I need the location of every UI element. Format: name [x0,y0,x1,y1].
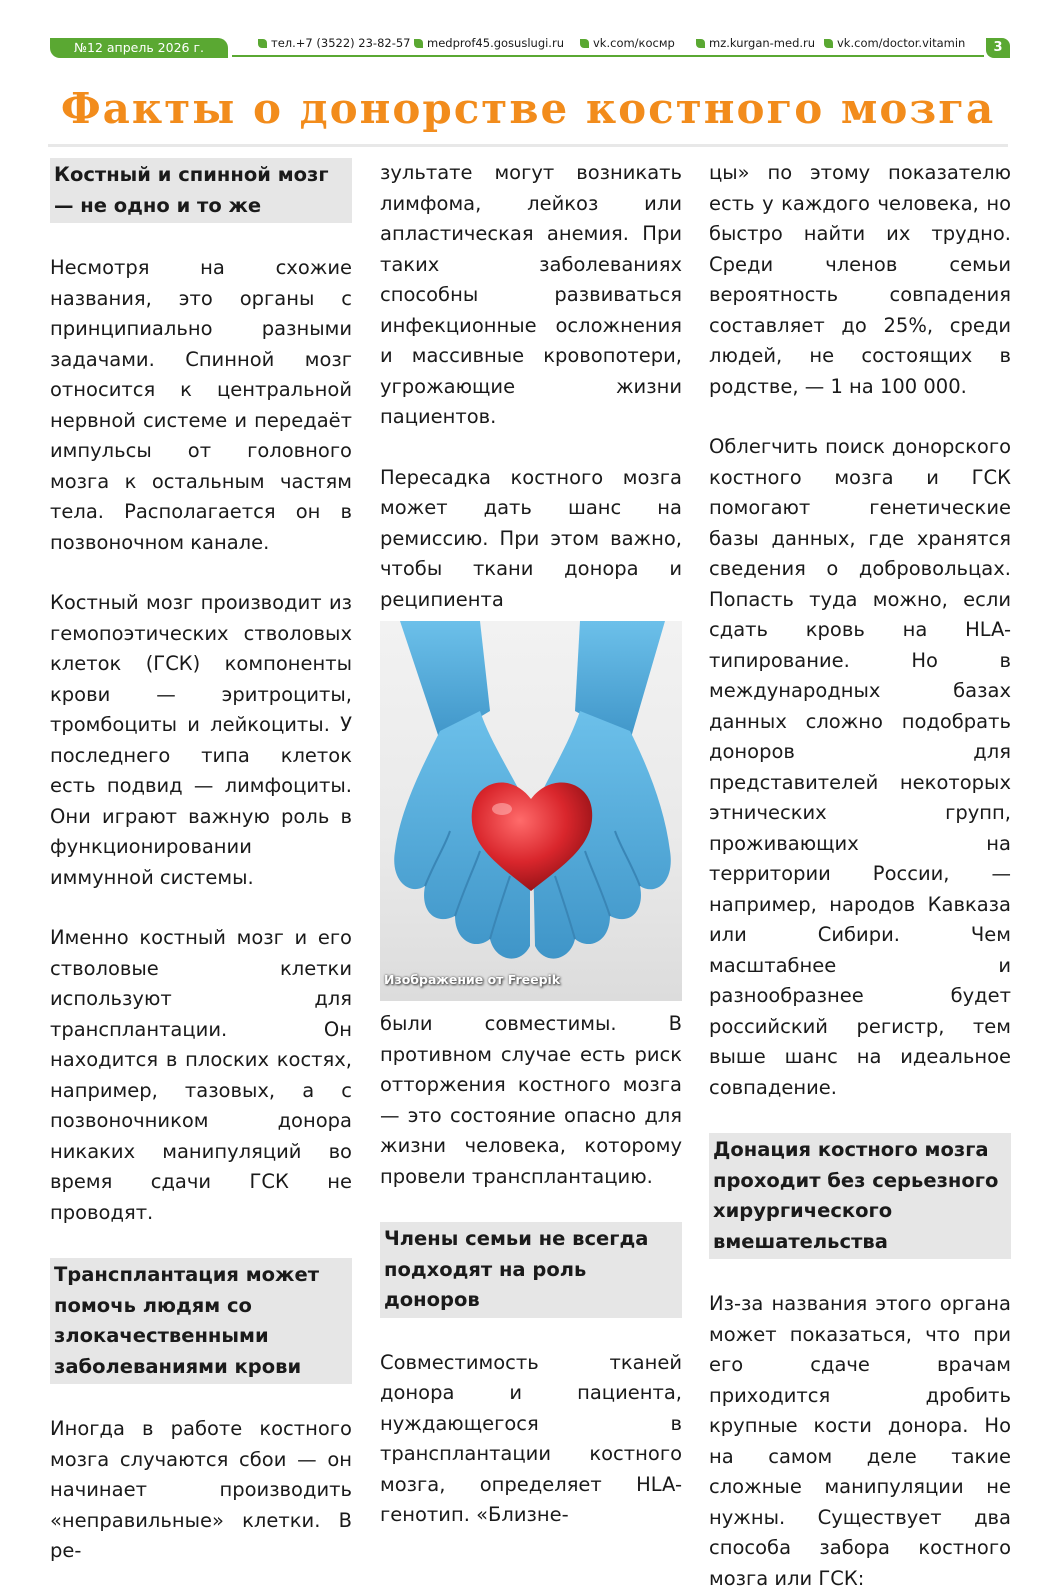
page-number: 3 [986,38,1010,58]
leaf-bullet-icon [696,39,705,48]
page-header [0,0,1061,70]
leaf-bullet-icon [580,39,589,48]
contact-link-vk-doctor[interactable]: vk.com/doctor.vitamin [824,36,965,50]
subheading: Донация костного мозга проходит без серьезного хирургического вмешательства [709,1133,1011,1259]
column-2 [380,158,682,1531]
paragraph: Облегчить поиск донорского костного мозга и ГСК помогают генетические базы данных, где хранятся сведения о добровольцах. Попасть туда можно, если сдать кровь на HLA-типирование. Но в международных базах данных сложно подобрать доноров для представителей некоторых этнических групп, проживающих на территории России, — например, народов Кавказа или Сибири. Чем масштабнее и разнообразнее будет российский регистр, тем выше шанс на идеальное совпадение. [709,435,1011,1099]
column-3 [709,158,1011,1594]
header-rule [232,55,984,57]
image-credit: Изображение от Freepik [384,971,561,987]
paragraph: Костный мозг производит из гемопоэтических стволовых клеток (ГСК) компоненты крови — эритроциты, тромбоциты и лейкоциты. У последнего типа клеток есть подвид — лимфоциты. Они играют важную роль в функционировании иммунной системы. [50,591,352,889]
contact-link-kurgan-med[interactable]: mz.kurgan-med.ru [696,36,815,50]
hands-heart-illustration [380,621,682,1001]
contact-link-medprof[interactable]: medprof45.gosuslugi.ru [414,36,564,50]
leaf-bullet-icon [258,39,267,48]
issue-badge: №12 апрель 2026 г. [50,38,228,58]
paragraph: Несмотря на схожие названия, это органы с принципиально разными задачами. Спинной мозг относится к центральной нервной системе и передаёт импульсы от головного мозга к остальным частям тела. Располагается он в позвоночном канале. [50,256,352,554]
contact-link-vk-kosmp[interactable]: vk.com/космр [580,36,675,50]
paragraph: были совместимы. В противном случае есть риск отторжения костного мозга — это состояние опасно для жизни человека, которому провели трансплантацию. [380,1012,682,1188]
paragraph: цы» по этому показателю есть у каждого человека, но быстро найти их трудно. Среди членов семьи вероятность совпадения составляет до 25%, среди людей, не состоящих в родстве, — 1 на 100 000. [709,161,1011,398]
leaf-bullet-icon [414,39,423,48]
paragraph: зультате могут возникать лимфома, лейкоз или апластическая анемия. При таких заболеваниях способны развиваться инфекционные осложнения и массивные кровопотери, угрожающие жизни пациентов. [380,161,682,428]
contact-phone: тел.+7 (3522) 23-82-57 [258,36,410,50]
subheading: Костный и спинной мозг — не одно и то же [50,158,352,223]
paragraph: Совместимость тканей донора и пациента, нуждающегося в трансплантации костного мозга, определяет HLA-генотип. «Близне- [380,1350,682,1526]
column-1 [50,158,352,1567]
paragraph: Именно костный мозг и его стволовые клетки используют для трансплантации. Он находится в плоских костях, например, тазовых, а с позвоночником донора никаких манипуляций во время сдачи ГСК не проводят. [50,926,352,1224]
gloved-hands-heart-image [380,621,682,1001]
paragraph: Из-за названия этого органа может показаться, что при его сдаче врачам приходится дробить крупные кости донора. Но на самом деле такие сложные манипуляции не нужны. Существует два способа забора костного мозга или ГСК: [709,1292,1011,1590]
article-title: Факты о донорстве костного мозга [60,84,996,133]
leaf-bullet-icon [824,39,833,48]
subheading: Трансплантация может помочь людям со злокачественными заболеваниями крови [50,1258,352,1384]
title-divider [48,144,1008,147]
subheading: Члены семьи не всегда подходят на роль доноров [380,1222,682,1318]
paragraph: Иногда в работе костного мозга случаются сбои — он начинает производить «неправильные» клетки. В ре- [50,1417,352,1562]
paragraph: Пересадка костного мозга может дать шанс на ремиссию. При этом важно, чтобы ткани донора и реципиента [380,465,682,611]
